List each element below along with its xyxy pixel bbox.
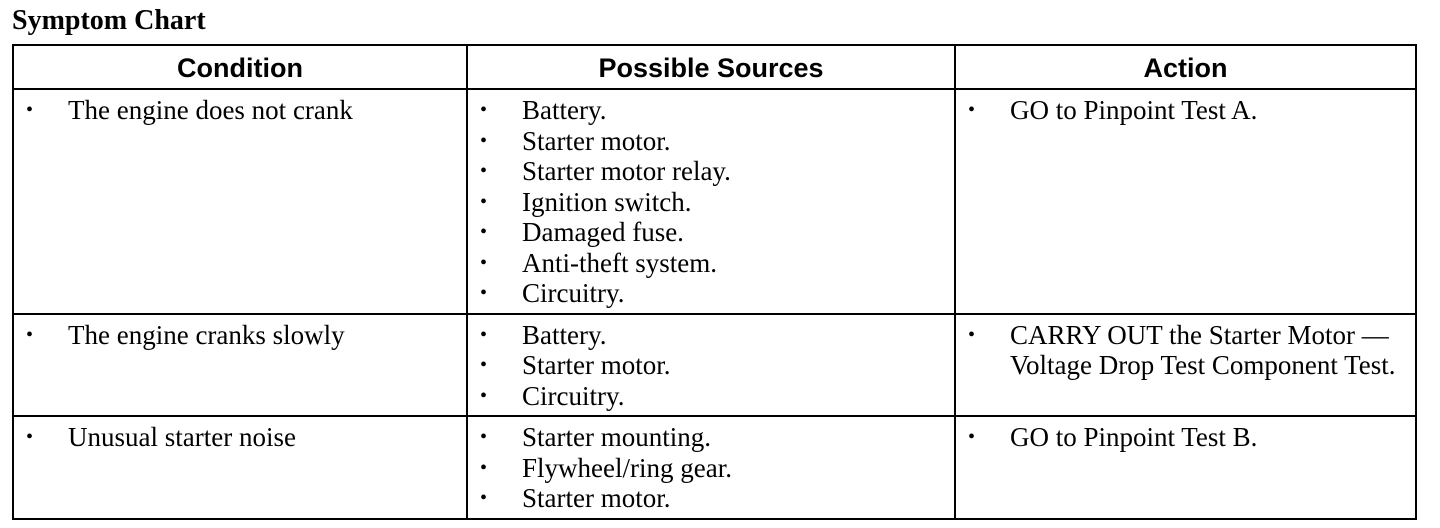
bullet-icon: • (480, 426, 488, 448)
list-item (956, 320, 1415, 381)
action-cell (955, 89, 1416, 314)
condition-cell (13, 89, 467, 314)
list-item (956, 422, 1415, 453)
bullet-icon: • (480, 282, 488, 304)
action-list (956, 90, 1415, 130)
bullet-icon: • (480, 384, 488, 407)
condition-text: Unusual starter noise (68, 422, 296, 452)
condition-text: The engine cranks slowly (68, 319, 345, 350)
list-item (468, 350, 954, 381)
list-item (468, 381, 954, 412)
source-text: Ignition switch. (522, 186, 692, 217)
source-text: Starter mounting. (522, 422, 711, 452)
header-action: Action (955, 45, 1416, 89)
list-item (468, 248, 954, 279)
source-text: Circuitry. (522, 380, 625, 411)
sources-cell (467, 89, 955, 314)
source-text: Starter motor. (522, 483, 671, 513)
page-title: Symptom Chart (12, 5, 206, 36)
bullet-icon: • (480, 129, 488, 152)
source-text: Starter motor. (522, 125, 671, 156)
source-text: Battery. (522, 319, 607, 350)
action-list (956, 417, 1415, 457)
list-item (956, 95, 1415, 126)
condition-cell (13, 314, 467, 417)
action-text: CARRY OUT the Starter Motor — Voltage Drop Test Component Test. (1010, 319, 1396, 380)
list-item (468, 187, 954, 218)
bullet-icon: • (968, 323, 976, 346)
sources-list (468, 90, 954, 313)
list-item (468, 95, 954, 126)
bullet-icon: • (480, 190, 488, 213)
bullet-icon: • (480, 354, 488, 376)
bullet-icon: • (480, 323, 488, 346)
condition-cell (13, 416, 467, 519)
list-item (468, 320, 954, 351)
action-list (956, 315, 1415, 385)
list-item (468, 278, 954, 309)
symptom-table (12, 44, 1417, 520)
bullet-icon: • (26, 323, 34, 346)
list-item (468, 483, 954, 514)
table-row (13, 416, 1416, 519)
list-item (14, 95, 466, 126)
table-header-row (13, 45, 1416, 89)
table-row (13, 89, 1416, 314)
source-text: Damaged fuse. (522, 217, 684, 247)
bullet-icon: • (480, 456, 488, 479)
action-cell (955, 416, 1416, 519)
sources-cell (467, 314, 955, 417)
list-item (468, 453, 954, 484)
list-item (468, 126, 954, 157)
action-text: GO to Pinpoint Test B. (1010, 422, 1258, 452)
sources-cell (467, 416, 955, 519)
bullet-icon: • (480, 251, 488, 274)
bullet-icon: • (26, 426, 34, 448)
source-text: Circuitry. (522, 278, 625, 308)
bullet-icon: • (480, 99, 488, 121)
list-item (14, 422, 466, 453)
list-item (468, 156, 954, 187)
source-text: Flywheel/ring gear. (522, 452, 732, 483)
condition-list (14, 315, 466, 355)
action-text: GO to Pinpoint Test A. (1010, 95, 1258, 125)
bullet-icon: • (26, 99, 34, 121)
sources-list (468, 315, 954, 416)
bullet-icon: • (968, 99, 976, 121)
action-cell (955, 314, 1416, 417)
condition-text: The engine does not crank (68, 95, 353, 125)
bullet-icon: • (480, 487, 488, 509)
header-possible-sources: Possible Sources (467, 45, 955, 89)
source-text: Anti-theft system. (522, 247, 717, 278)
list-item (468, 422, 954, 453)
source-text: Starter motor relay. (522, 156, 731, 186)
table-row (13, 314, 1416, 417)
bullet-icon: • (480, 160, 488, 182)
source-text: Battery. (522, 95, 607, 125)
list-item (468, 217, 954, 248)
condition-list (14, 90, 466, 130)
bullet-icon: • (968, 426, 976, 448)
header-condition: Condition (13, 45, 467, 89)
list-item (14, 320, 466, 351)
condition-list (14, 417, 466, 457)
bullet-icon: • (480, 221, 488, 243)
sources-list (468, 417, 954, 518)
source-text: Starter motor. (522, 350, 671, 380)
